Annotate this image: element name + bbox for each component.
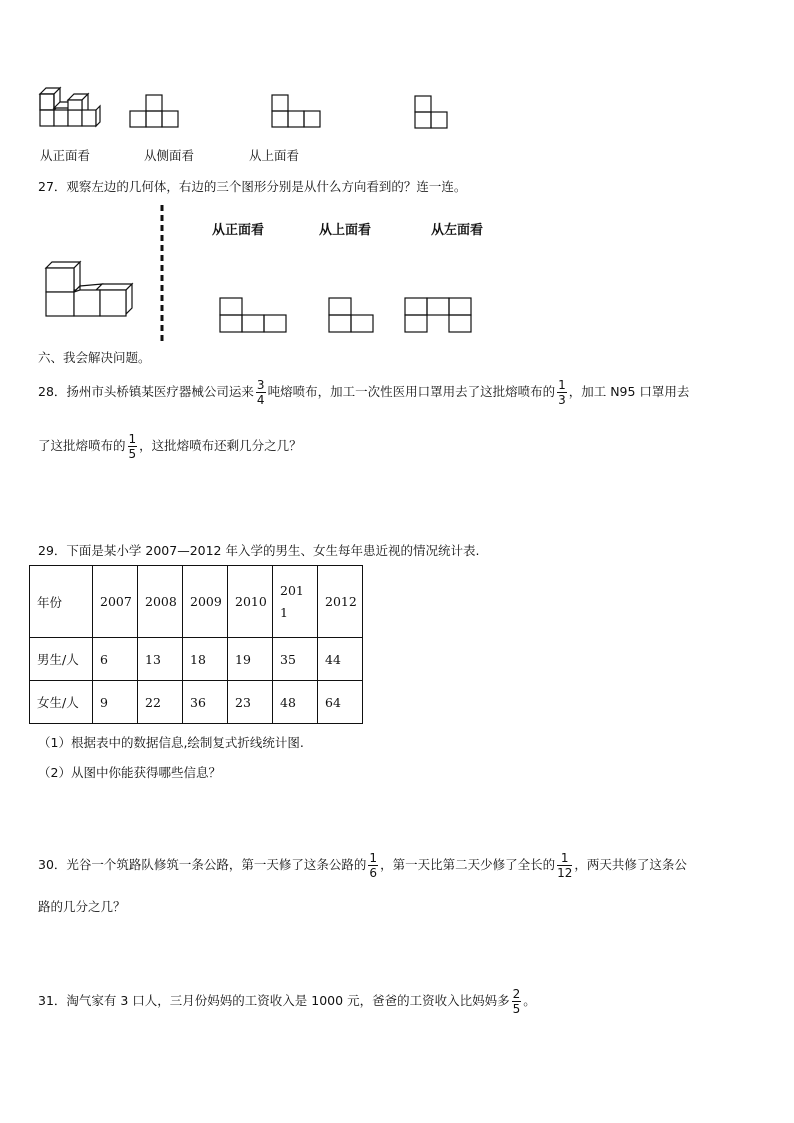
q28-text-2: 吨熔喷布，加工一次性医用口罩用去了这批熔喷布的 bbox=[267, 384, 556, 399]
q29-sub-2: （2）从图中你能获得哪些信息？ bbox=[38, 765, 221, 780]
q29-sub-1: （1）根据表中的数据信息,绘制复式折线统计图. bbox=[38, 735, 304, 750]
view-label-top: 从上面看 bbox=[249, 148, 300, 163]
q27-grid-1 bbox=[220, 298, 287, 334]
q27-grid-3 bbox=[405, 298, 472, 334]
table-cell: 9 bbox=[93, 681, 138, 724]
cube-solid-figure-top bbox=[40, 86, 100, 128]
table-year-cell: 2012 bbox=[318, 566, 363, 638]
q30-line1 bbox=[38, 851, 687, 880]
table-cell: 48 bbox=[273, 681, 318, 724]
table-year-cell: 2010 bbox=[228, 566, 273, 638]
cube-solid-figure-q27 bbox=[42, 262, 140, 318]
table-cell: 18 bbox=[183, 638, 228, 681]
table-year-cell: 2007 bbox=[93, 566, 138, 638]
table-row bbox=[30, 638, 363, 681]
q28-fraction-1: $\frac{3}{4}$ bbox=[256, 378, 265, 407]
q31-text-2: 。 bbox=[523, 993, 536, 1008]
table-year-cell: 2008 bbox=[138, 566, 183, 638]
view-grid-a bbox=[130, 95, 178, 128]
table-cell: 64 bbox=[318, 681, 363, 724]
q27-view-label-top: 从上面看 bbox=[319, 223, 372, 238]
myopia-stats-table bbox=[29, 565, 363, 724]
q27-grid-2 bbox=[329, 298, 374, 334]
table-row bbox=[30, 681, 363, 724]
table-row-label: 女生/人 bbox=[30, 681, 93, 724]
q29-text: 29．下面是某小学 2007—2012 年入学的男生、女生每年患近视的情况统计表. bbox=[38, 543, 480, 558]
table-cell: 13 bbox=[138, 638, 183, 681]
q30-text-1: 30．光谷一个筑路队修筑一条公路，第一天修了这条公路的 bbox=[38, 857, 367, 872]
table-cell: 19 bbox=[228, 638, 273, 681]
q28-text-3: ，加工 N95 口罩用去 bbox=[568, 384, 690, 399]
table-header-row bbox=[30, 566, 363, 638]
q28-text-1: 28．扬州市头桥镇某医疗器械公司运来 bbox=[38, 384, 254, 399]
q30-fraction-2: $\frac{1}{12}$ bbox=[557, 851, 573, 880]
q27-view-label-front: 从正面看 bbox=[212, 223, 265, 238]
dashed-divider bbox=[160, 205, 164, 345]
view-grid-b bbox=[272, 95, 320, 128]
view-label-front: 从正面看 bbox=[40, 148, 91, 163]
q30-text-2: ，第一天比第二天少修了全长的 bbox=[380, 857, 556, 872]
table-cell: 6 bbox=[93, 638, 138, 681]
table-year-cell: 201 1 bbox=[273, 566, 318, 638]
q31-fraction-1: $\frac{2}{5}$ bbox=[512, 987, 521, 1016]
q30-line2: 路的几分之几？ bbox=[38, 899, 126, 914]
table-header-label: 年份 bbox=[30, 566, 93, 638]
q28-text-5: ，这批熔喷布还剩几分之几？ bbox=[139, 438, 302, 453]
q28-text-4: 了这批熔喷布的 bbox=[38, 438, 126, 453]
table-cell: 22 bbox=[138, 681, 183, 724]
table-year-cell: 2009 bbox=[183, 566, 228, 638]
q28-fraction-3: $\frac{1}{5}$ bbox=[128, 432, 137, 461]
q30-text-3: ，两天共修了这条公 bbox=[574, 857, 687, 872]
q27-text: 27．观察左边的几何体，右边的三个图形分别是从什么方向看到的？连一连。 bbox=[38, 179, 467, 194]
q27-view-label-left: 从左面看 bbox=[431, 223, 484, 238]
q28-line2 bbox=[38, 432, 302, 461]
q31-text-1: 31．淘气家有 3 口人，三月份妈妈的工资收入是 1000 元，爸爸的工资收入比妈妈多 bbox=[38, 993, 510, 1008]
section-6-title: 六、我会解决问题。 bbox=[38, 350, 151, 365]
q28-fraction-2: $\frac{1}{3}$ bbox=[558, 378, 566, 407]
q31-line bbox=[38, 987, 536, 1016]
q28-line1 bbox=[38, 378, 689, 407]
view-label-side: 从侧面看 bbox=[144, 148, 195, 163]
table-cell: 35 bbox=[273, 638, 318, 681]
table-cell: 36 bbox=[183, 681, 228, 724]
view-grid-c bbox=[415, 96, 447, 129]
table-row-label: 男生/人 bbox=[30, 638, 93, 681]
table-cell: 23 bbox=[228, 681, 273, 724]
table-cell: 44 bbox=[318, 638, 363, 681]
q30-fraction-1: $\frac{1}{6}$ bbox=[369, 851, 378, 880]
